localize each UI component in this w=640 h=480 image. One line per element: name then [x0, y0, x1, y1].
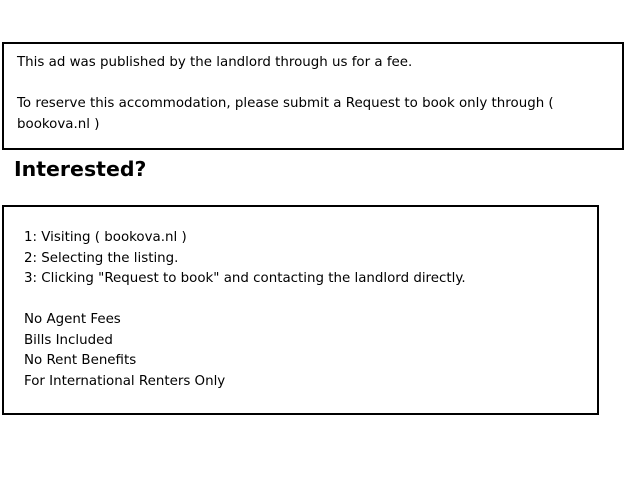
feature-item: No Agent Fees: [24, 312, 121, 327]
notice-box: [2, 42, 624, 150]
feature-item: For International Renters Only: [24, 373, 226, 389]
step-item: 2: Selecting the listing.: [24, 250, 179, 266]
notice-line-site: bookova.nl ): [17, 116, 100, 132]
notice-line-reserve: To reserve this accommodation, please submit a Request to book only through (: [17, 96, 554, 111]
interested-heading: Interested?: [14, 157, 147, 181]
notice-line-fee: This ad was published by the landlord through us for a fee.: [17, 55, 413, 70]
feature-item: No Rent Benefits: [24, 353, 137, 368]
feature-item: Bills Included: [24, 332, 113, 348]
step-item: 1: Visiting ( bookova.nl ): [24, 230, 187, 245]
notice-spacer: [17, 74, 610, 95]
step-item: 3: Clicking "Request to book" and contacting the landlord directly.: [24, 271, 466, 286]
instructions-spacer: [24, 290, 585, 311]
instructions-box: [2, 205, 599, 415]
